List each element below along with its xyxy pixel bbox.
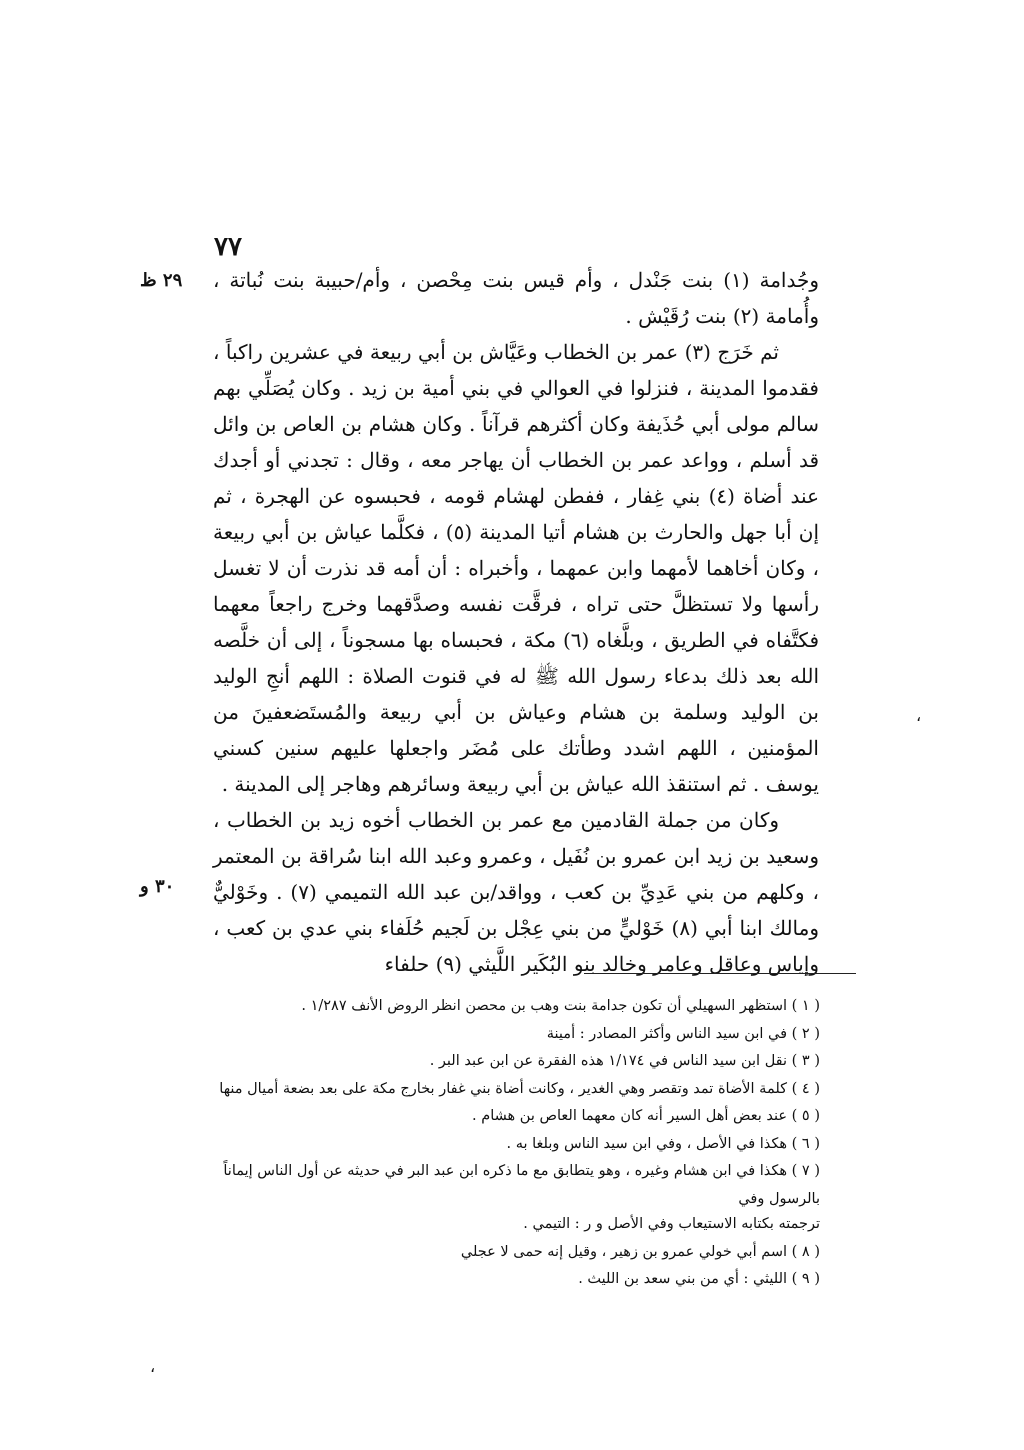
footnote-9: ( ٩ ) الليثي : أي من بني سعد بن الليث .	[578, 1271, 820, 1287]
footnote-1: ( ١ ) استظهر السهيلي أن تكون جدامة بنت وهب بن محصن انظر الروض الأنف ١/٢٨٧ .	[301, 998, 820, 1014]
footnote-7-continuation: ترجمته بكتابه الاستيعاب وفي الأصل و ر : التيمي .	[523, 1216, 820, 1232]
footnote-8: ( ٨ ) اسم أبي خولي عمرو بن زهير ، وقيل إنه حمى لا عجلي	[460, 1243, 820, 1260]
paragraph-2: ثم خَرَج (٣) عمر بن الخطاب وعَيَّاش بن أبي ربيعة في عشرين راكباً ، فقدموا المدينة ، فنزلوا في العوالي في بني أمية بن زيد . وكان يُصَلِّي بهم سالم مولى أبي حُذَيفة وكان أكثرهم قرآناً . وكان هشام بن العاص بن وائل قد أسلم ، وواعد عمر بن الخطاب أن يهاجر معه ، وقال : تجدني أو أجدك عند أضاة (٤) بني غِفار ، ففطن لهشام قومه ، فحبسوه عن الهجرة ، ثم إن أبا جهل والحارث بن هشام أتيا المدينة (٥) ، فكلَّما عياش بن أبي ربيعة ، وكان أخاهما لأمهما وابن عمهما ، وأخبراه : أن أمه قد نذرت أن لا تغسل رأسها ولا تستظلَّ حتى تراه ، فرقَّت نفسه وصدَّقهما وخرج راجعاً معهما فكتَّفاه في الطريق ، وبلَّغاه (٦) مكة ، فحبساه بها مسجوناً ، إلى أن خلَّصه الله بعد ذلك بدعاء رسول الله ﷺ له في قنوت الصلاة : اللهم أنجِ الوليد بن الوليد وسلمة بن هشام وعياش بن أبي ربيعة والمُستَضعفينَ من المؤمنين ، اللهم اشدد وطأتك على مُضَر واجعلها عليهم سنين كسني يوسف . ثم استنقذ الله عياش بن أبي ربيعة وسائرهم وهاجر إلى المدينة .	[213, 340, 820, 796]
footnote-2: ( ٢ ) في ابن سيد الناس وأكثر المصادر : أمينة	[546, 1025, 820, 1042]
paragraph-1: وجُدامة (١) بنت جَنْدل ، وأم قيس بنت مِحْصن ، وأم/حبيبة بنت نُباتة ، وأُمامة (٢) بنت رُقَيْش .	[213, 268, 820, 328]
page-number: ٧٧	[214, 232, 242, 262]
footnote-4: ( ٤ ) كلمة الأضاة تمد وتقصر وهي الغدير ، وكانت أضاة بني غفار بخارج مكة على بعد بضعة أميال منها	[219, 1080, 820, 1097]
folio-margin-note-bottom: ٣٠ و	[140, 876, 175, 897]
footnote-7: ( ٧ ) هكذا في ابن هشام وغيره ، وهو يتطابق مع ما ذكره ابن عبد البر في حديثه عن أول الناس إيماناً بالرسول وفي	[223, 1163, 820, 1207]
folio-margin-note-top: ٢٩ ظ	[140, 270, 183, 291]
footnote-3: ( ٣ ) نقل ابن سيد الناس في ١/١٧٤ هذه الفقرة عن ابن عبد البر .	[429, 1053, 820, 1069]
stray-mark-right: ،	[916, 706, 922, 725]
stray-mark-bottom: ،	[150, 1357, 156, 1376]
footnotes	[212, 993, 820, 1294]
footnote-separator	[584, 973, 856, 974]
main-text	[213, 262, 819, 982]
footnote-5: ( ٥ ) عند بعض أهل السير أنه كان معهما العاص بن هشام .	[472, 1108, 820, 1124]
footnote-6: ( ٦ ) هكذا في الأصل ، وفي ابن سيد الناس وبلغا به .	[506, 1135, 820, 1152]
paragraph-3: وكان من جملة القادمين مع عمر بن الخطاب أخوه زيد بن الخطاب ، وسعيد بن زيد ابن عمرو بن نُفَيل ، وعمرو وعبد الله ابنا سُراقة بن المعتمر ، وكلهم من بني عَدِيِّ بن كعب ، وواقد/بن عبد الله التميمي (٧) . وخَوْليٌّ ومالك ابنا أبي (٨) خَوْليٍّ من بني عِجْل بن لَجيم حُلَفاء بني عدي بن كعب ، وإياس وعاقل وعامر وخالد بنو البُكَير اللَّيثي (٩) حلفاء	[213, 808, 819, 976]
